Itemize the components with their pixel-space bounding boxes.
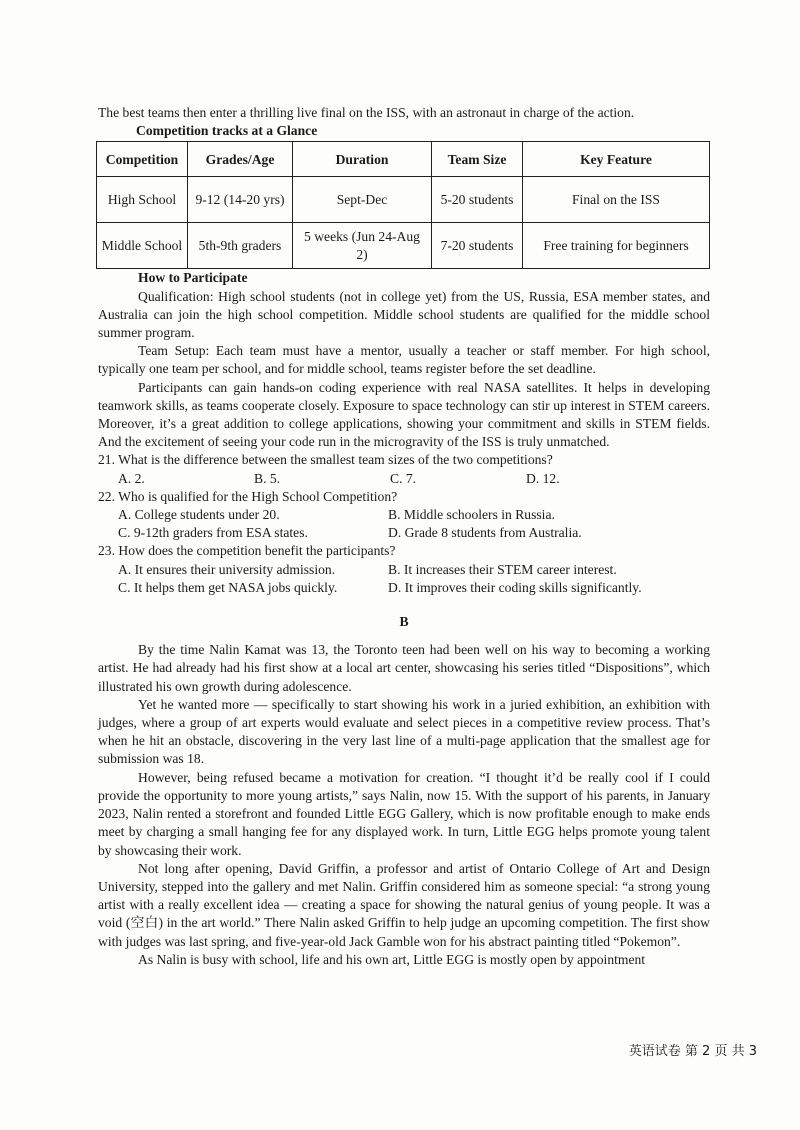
qualification-paragraph: Qualification: High school students (not in college yet) from the US, Russia, ESA member states, and Australia can join the high school competition. Middle school students are qualified for the middle school summer program. (98, 288, 710, 341)
option[interactable]: B. Middle schoolers in Russia. (388, 507, 555, 523)
table-cell: 7-20 students (432, 223, 523, 269)
table-row (97, 223, 710, 269)
intro-line: The best teams then enter a thrilling live final on the ISS, with an astronaut in charge of the action. (98, 105, 635, 120)
option[interactable]: B. 5. (254, 470, 281, 486)
options (118, 470, 710, 488)
table-title: Competition tracks at a Glance (136, 123, 318, 139)
passage-paragraph: As Nalin is busy with school, life and his own art, Little EGG is mostly open by appointment (138, 951, 646, 967)
option[interactable]: D. 12. (526, 470, 560, 486)
table-header: Competition (97, 142, 188, 177)
option[interactable]: A. College students under 20. (118, 507, 280, 523)
table-cell: Free training for beginners (523, 223, 710, 269)
competition-table (96, 141, 710, 269)
question-text: 21. What is the difference between the smallest team sizes of the two competitions? (98, 452, 553, 468)
table-cell: 5-20 students (432, 177, 523, 223)
page-footer: 英语试卷 第 2 页 共 3 (628, 1044, 757, 1059)
table-header: Key Feature (523, 142, 710, 177)
exam-page (98, 104, 710, 969)
table-cell: High School (97, 177, 188, 223)
question-23 (98, 542, 710, 597)
table-header: Grades/Age (188, 142, 293, 177)
passage-paragraph: By the time Nalin Kamat was 13, the Toronto teen had been well on his way to becoming a working artist. He had already had his first show at a local art center, showcasing his series titled “Dispositions”, which illustrated his own growth during adolescence. (98, 642, 710, 694)
benefits-paragraph: Participants can gain hands-on coding experience with real NASA satellites. It helps in developing teamwork skills, as teams cooperate closely. Exposure to space technology can stir up interest in STEM careers. Moreover, it’s a great addition to college applications, showing your commitment and skills in STEM fields. And the excitement of seeing your code run in the microgravity of the ISS is truly unmatched. (98, 379, 710, 450)
passage-paragraph: However, being refused became a motivation for creation. “I thought it’d be really cool if I could provide the opportunity to more young artists,” says Nalin, now 15. With the support of his parents, in January 2023, Nalin rented a storefront and founded Little EGG Gallery, which is now profitable enough to make ends meet by charging a small hanging fee for any displayed work. In turn, Little EGG helps promote young talent by showcasing their work. (98, 769, 710, 858)
option[interactable]: B. It increases their STEM career interest. (388, 561, 617, 577)
passage-paragraph: Not long after opening, David Griffin, a professor and artist of Ontario College of Art and Design University, stepped into the gallery and met Nalin. Griffin considered him as someone special: “a strong young artist with a really excellent idea — creating a space for showing the natural genius of young people. It was a void (空白) in the art world.” There Nalin asked Griffin to help judge an upcoming competition. The first show with judges was last spring, and five-year-old Jack Gamble won for his abstract painting titled “Pokemon”. (98, 860, 710, 949)
option[interactable]: D. It improves their coding skills significantly. (388, 579, 642, 595)
option[interactable]: C. It helps them get NASA jobs quickly. (118, 579, 338, 595)
options (118, 579, 710, 597)
option[interactable]: C. 9-12th graders from ESA states. (118, 525, 308, 541)
question-text: 22. Who is qualified for the High School Competition? (98, 488, 398, 504)
table-header: Duration (293, 142, 432, 177)
table-header-row (97, 142, 710, 177)
option[interactable]: C. 7. (390, 470, 417, 486)
section-b-label: B (399, 614, 409, 630)
table-row (97, 177, 710, 223)
options (118, 561, 710, 579)
table-cell: 5 weeks (Jun 24-Aug 2) (293, 223, 432, 269)
question-21 (98, 451, 710, 487)
table-cell: 5th-9th graders (188, 223, 293, 269)
options (118, 506, 710, 524)
option[interactable]: A. It ensures their university admission. (118, 561, 336, 577)
option[interactable]: D. Grade 8 students from Australia. (388, 525, 582, 541)
passage-paragraph: Yet he wanted more — specifically to start showing his work in a juried exhibition, an exhibition with judges, where a group of art experts would evaluate and select pieces in a competitive review process. That’s when he hit an obstacle, discovering in the very last line of a multi-page application that the smallest age for submission was 18. (98, 696, 710, 767)
table-header: Team Size (432, 142, 523, 177)
table-cell: Final on the ISS (523, 177, 710, 223)
table-cell: Sept-Dec (293, 177, 432, 223)
table-cell: Middle School (97, 223, 188, 269)
options (118, 524, 710, 542)
team-setup-paragraph: Team Setup: Each team must have a mentor, usually a teacher or staff member. For high school, typically one team per school, and for middle school, teams register before the set deadline. (98, 343, 710, 377)
how-to-heading: How to Participate (138, 270, 248, 286)
question-text: 23. How does the competition benefit the participants? (98, 543, 396, 559)
question-22 (98, 488, 710, 543)
option[interactable]: A. 2. (118, 470, 145, 486)
table-cell: 9-12 (14-20 yrs) (188, 177, 293, 223)
